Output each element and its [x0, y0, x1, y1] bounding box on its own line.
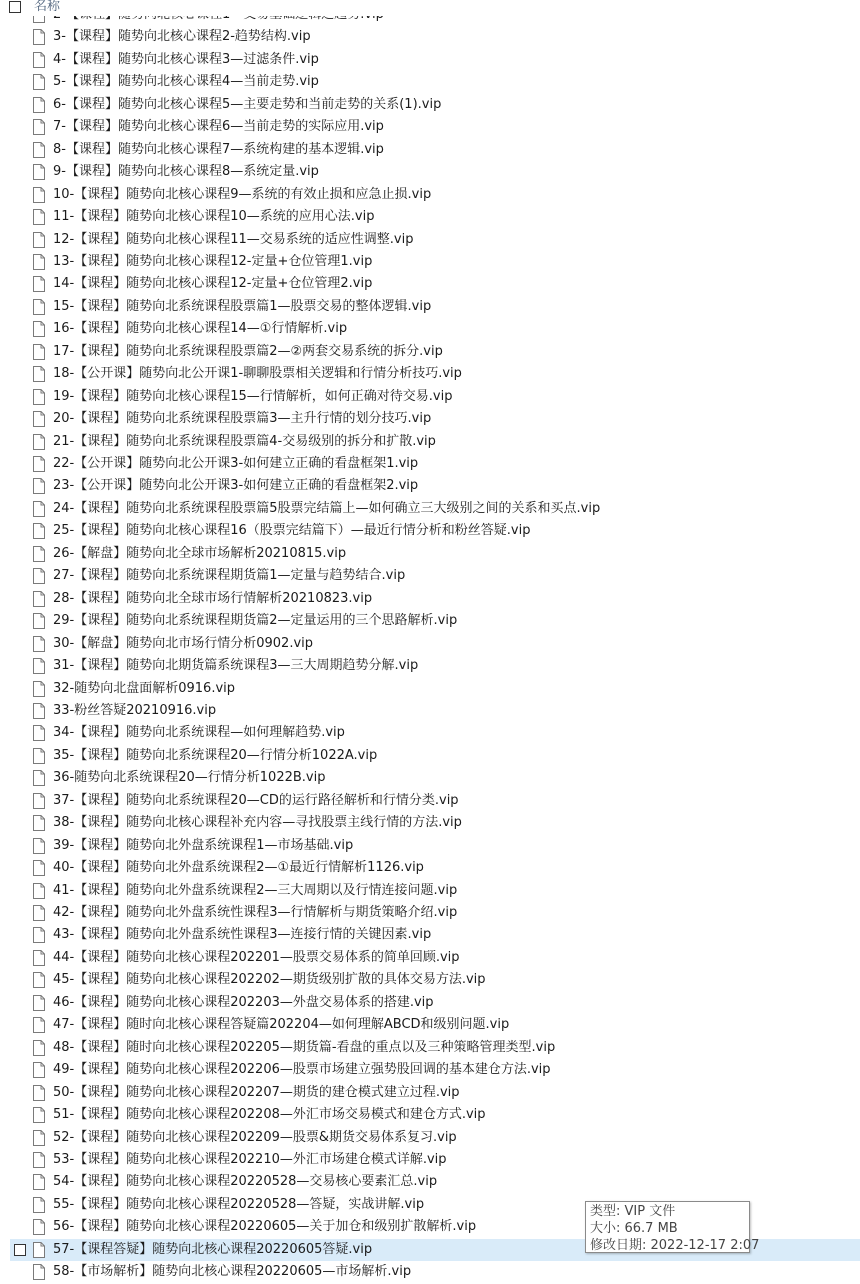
file-name: 3-【课程】随势向北核心课程2-趋势结构.vip: [53, 29, 311, 45]
file-icon: [33, 299, 45, 315]
file-row[interactable]: [0, 94, 860, 116]
file-row[interactable]: [0, 1059, 860, 1081]
file-name: 7-【课程】随势向北核心课程6—当前走势的实际应用.vip: [53, 119, 384, 135]
file-name: 49-【课程】随势向北核心课程202206—股票市场建立强势股回调的基本建仓方法.vip: [53, 1062, 551, 1078]
file-name: 19-【课程】随势向北核心课程15—行情解析，如何正确对待交易.vip: [53, 388, 453, 404]
file-row[interactable]: [0, 229, 860, 251]
file-icon: [33, 321, 45, 337]
file-icon: [33, 456, 45, 472]
file-icon: [33, 905, 45, 921]
file-name: 28-【课程】随势向北全球市场行情解析20210823.vip: [53, 590, 373, 606]
file-row[interactable]: [0, 1082, 860, 1104]
file-row[interactable]: [0, 318, 860, 340]
file-icon: [33, 972, 45, 988]
file-name: 54-【课程】随势向北核心课程20220528—交易核心要素汇总.vip: [53, 1174, 438, 1190]
file-name: 48-【课程】随时向北核心课程202205—期货篇-看盘的重点以及三种策略管理类型.vip: [53, 1039, 556, 1055]
file-icon: [33, 770, 45, 786]
file-row[interactable]: [0, 678, 860, 700]
file-name: 23-【公开课】随势向北公开课3-如何建立正确的看盘框架2.vip: [53, 478, 419, 494]
file-icon: [33, 523, 45, 539]
file-row[interactable]: [0, 1171, 860, 1193]
file-name: 11-【课程】随势向北核心课程10—系统的应用心法.vip: [53, 209, 375, 225]
file-name: 50-【课程】随势向北核心课程202207—期货的建仓模式建立过程.vip: [53, 1084, 460, 1100]
file-row[interactable]: [0, 341, 860, 363]
file-row[interactable]: [0, 296, 860, 318]
file-icon: [33, 1174, 45, 1190]
file-row[interactable]: [0, 408, 860, 430]
file-row[interactable]: [0, 1261, 860, 1283]
file-row[interactable]: [0, 543, 860, 565]
file-row[interactable]: [0, 251, 860, 273]
file-row[interactable]: [0, 857, 860, 879]
file-row[interactable]: [0, 453, 860, 475]
file-name: 6-【课程】随势向北核心课程5—主要走势和当前走势的关系(1).vip: [53, 96, 442, 112]
file-row[interactable]: [0, 1014, 860, 1036]
file-name: 8-【课程】随势向北核心课程7—系统构建的基本逻辑.vip: [53, 141, 384, 157]
file-row[interactable]: [0, 1037, 860, 1059]
file-row[interactable]: [0, 139, 860, 161]
file-icon: [33, 478, 45, 494]
file-row[interactable]: [0, 363, 860, 385]
file-icon: [33, 187, 45, 203]
file-icon: [33, 1017, 45, 1033]
file-row[interactable]: [0, 565, 860, 587]
file-icon: [33, 74, 45, 90]
file-row[interactable]: [0, 71, 860, 93]
file-name: 29-【课程】随势向北系统课程期货篇2—定量运用的三个思路解析.vip: [53, 613, 458, 629]
file-name: 44-【课程】随势向北核心课程202201—股票交易体系的简单回顾.vip: [53, 949, 460, 965]
file-name: 27-【课程】随势向北系统课程期货篇1—定量与趋势结合.vip: [53, 568, 406, 584]
file-name: 58-【市场解析】随势向北核心课程20220605—市场解析.vip: [53, 1264, 412, 1280]
file-row[interactable]: [0, 835, 860, 857]
file-name: 45-【课程】随势向北核心课程202202—期货级别扩散的具体交易方法.vip: [53, 972, 486, 988]
file-icon: [33, 568, 45, 584]
file-icon: [33, 838, 45, 854]
file-name: 22-【公开课】随势向北公开课3-如何建立正确的看盘框架1.vip: [53, 456, 419, 471]
row-checkbox[interactable]: [14, 1244, 26, 1256]
file-row[interactable]: [0, 116, 860, 138]
file-icon: [33, 52, 45, 68]
file-icon: [33, 1152, 45, 1168]
file-icon: [33, 1130, 45, 1146]
file-name: 17-【课程】随势向北系统课程股票篇2—②两套交易系统的拆分.vip: [53, 343, 443, 359]
file-row[interactable]: [0, 947, 860, 969]
file-icon: [33, 97, 45, 113]
file-name: 25-【课程】随势向北核心课程16（股票完结篇下）—最近行情分析和粉丝答疑.vip: [53, 523, 531, 539]
file-row[interactable]: [0, 924, 860, 946]
file-row[interactable]: [0, 206, 860, 228]
file-icon: [33, 344, 45, 360]
file-name: 30-【解盘】随势向北市场行情分析0902.vip: [53, 635, 314, 651]
column-header: [0, 0, 860, 16]
file-name: 53-【课程】随势向北核心课程202210—外汇市场建仓模式详解.vip: [53, 1151, 447, 1167]
file-icon: [33, 703, 45, 719]
file-icon: [33, 366, 45, 382]
file-row[interactable]: [0, 498, 860, 520]
file-icon: [33, 232, 45, 248]
file-icon: [33, 389, 45, 405]
file-name: 14-【课程】随势向北核心课程12-定量+仓位管理2.vip: [53, 276, 373, 292]
file-row[interactable]: [0, 588, 860, 610]
file-name: 57-【课程答疑】随势向北核心课程20220605答疑.vip: [53, 1241, 373, 1257]
tooltip-type: 类型: VIP 文件: [590, 1204, 676, 1219]
file-icon: [33, 681, 45, 697]
file-row[interactable]: [0, 655, 860, 677]
file-icon: [33, 434, 45, 450]
file-name: 4-【课程】随势向北核心课程3—过滤条件.vip: [53, 51, 319, 67]
tooltip-modified: 修改日期: 2022-12-17 2:07: [590, 1238, 760, 1253]
file-icon: [33, 254, 45, 270]
file-name: 13-【课程】随势向北核心课程12-定量+仓位管理1.vip: [53, 253, 373, 269]
file-name: 55-【课程】随势向北核心课程20220528—答疑，实战讲解.vip: [53, 1196, 425, 1212]
file-name: 37-【课程】随势向北系统课程20—CD的运行路径解析和行情分类.vip: [53, 792, 459, 808]
file-icon: [33, 209, 45, 225]
file-icon: [33, 501, 45, 517]
file-icon: [33, 164, 45, 180]
file-row[interactable]: [0, 992, 860, 1014]
file-icon: [33, 725, 45, 741]
file-row[interactable]: [0, 431, 860, 453]
file-row[interactable]: [0, 812, 860, 834]
file-icon: [33, 793, 45, 809]
file-row[interactable]: [0, 700, 860, 722]
file-row[interactable]: [0, 475, 860, 497]
file-icon: [33, 591, 45, 607]
file-row[interactable]: [0, 633, 860, 655]
tooltip-size: 大小: 66.7 MB: [590, 1221, 678, 1236]
file-icon: [33, 1040, 45, 1056]
file-row[interactable]: [0, 273, 860, 295]
file-icon: [33, 276, 45, 292]
file-name: 38-【课程】随势向北核心课程补充内容—寻找股票主线行情的方法.vip: [53, 815, 462, 831]
file-name: 36-随势向北系统课程20—行情分析1022B.vip: [53, 770, 326, 786]
file-name: 39-【课程】随势向北外盘系统课程1—市场基础.vip: [53, 837, 354, 853]
file-icon: [33, 1107, 45, 1123]
file-icon: [33, 1062, 45, 1078]
file-name: 31-【课程】随势向北期货篇系统课程3—三大周期趋势分解.vip: [53, 658, 419, 674]
file-icon: [33, 613, 45, 629]
file-name: 21-【课程】随势向北系统课程股票篇4-交易级别的拆分和扩散.vip: [53, 433, 436, 449]
file-icon: [33, 119, 45, 135]
select-all-checkbox[interactable]: [9, 1, 21, 13]
file-icon: [33, 636, 45, 652]
file-icon: [33, 411, 45, 427]
file-name: 56-【课程】随势向北核心课程20220605—关于加仓和级别扩散解析.vip: [53, 1219, 477, 1235]
file-row[interactable]: [0, 1127, 860, 1149]
file-name: 32-随势向北盘面解析0916.vip: [53, 680, 236, 696]
file-icon: [33, 927, 45, 943]
file-row[interactable]: [0, 745, 860, 767]
file-row[interactable]: [0, 1104, 860, 1126]
file-name: 43-【课程】随势向北外盘系统性课程3—连接行情的关键因素.vip: [53, 927, 432, 943]
name-column-header[interactable]: 名称: [34, 0, 61, 14]
file-row[interactable]: [0, 520, 860, 542]
file-icon: [33, 748, 45, 764]
file-icon: [33, 546, 45, 562]
file-name: 52-【课程】随势向北核心课程202209—股票&期货交易体系复习.vip: [53, 1129, 457, 1145]
file-row[interactable]: [0, 184, 860, 206]
file-icon: [33, 1242, 45, 1258]
file-icon: [33, 1264, 45, 1280]
file-row[interactable]: [0, 161, 860, 183]
file-row[interactable]: [0, 1149, 860, 1171]
file-icon: [33, 860, 45, 876]
file-name: 24-【课程】随势向北系统课程股票篇5股票完结篇上—如何确立三大级别之间的关系和买点.vip: [53, 500, 601, 516]
file-name: 10-【课程】随势向北核心课程9—系统的有效止损和应急止损.vip: [53, 186, 432, 202]
file-row[interactable]: [0, 26, 860, 48]
file-name: 47-【课程】随时向北核心课程答疑篇202204—如何理解ABCD和级别问题.vip: [53, 1017, 510, 1033]
file-row[interactable]: [0, 610, 860, 632]
file-icon: [33, 142, 45, 158]
file-name: 15-【课程】随势向北系统课程股票篇1—股票交易的整体逻辑.vip: [53, 298, 432, 314]
file-icon: [33, 29, 45, 45]
file-icon: [33, 658, 45, 674]
file-icon: [33, 995, 45, 1011]
file-name: 20-【课程】随势向北系统课程股票篇3—主升行情的划分技巧.vip: [53, 411, 432, 427]
file-icon: [33, 815, 45, 831]
file-name: 16-【课程】随势向北核心课程14—①行情解析.vip: [53, 321, 348, 337]
file-row[interactable]: [0, 767, 860, 789]
file-name: 9-【课程】随势向北核心课程8—系统定量.vip: [53, 164, 319, 180]
file-row[interactable]: [0, 49, 860, 71]
file-row[interactable]: [0, 902, 860, 924]
file-name: 12-【课程】随势向北核心课程11—交易系统的适应性调整.vip: [53, 231, 414, 247]
file-icon: [33, 1219, 45, 1235]
file-icon: [33, 1197, 45, 1213]
file-name: 26-【解盘】随势向北全球市场解析20210815.vip: [53, 545, 347, 561]
file-row[interactable]: [0, 722, 860, 744]
file-name: 42-【课程】随势向北外盘系统性课程3—行情解析与期货策略介绍.vip: [53, 905, 458, 920]
file-info-tooltip: [585, 1201, 760, 1253]
file-name: 33-粉丝答疑20210916.vip: [53, 702, 217, 718]
file-name: 34-【课程】随势向北系统课程—如何理解趋势.vip: [53, 725, 345, 741]
file-name: 51-【课程】随势向北核心课程202208—外汇市场交易模式和建仓方式.vip: [53, 1107, 486, 1123]
file-name: 40-【课程】随势向北外盘系统课程2—①最近行情解析1126.vip: [53, 860, 424, 876]
file-name: 5-【课程】随势向北核心课程4—当前走势.vip: [53, 74, 319, 90]
file-icon: [33, 883, 45, 899]
file-row[interactable]: [0, 790, 860, 812]
file-name: 46-【课程】随势向北核心课程202203—外盘交易体系的搭建.vip: [53, 994, 434, 1010]
file-icon: [33, 950, 45, 966]
file-name: 18-【公开课】随势向北公开课1-聊聊股票相关逻辑和行情分析技巧.vip: [53, 366, 462, 382]
file-name: 41-【课程】随势向北外盘系统课程2—三大周期以及行情连接问题.vip: [53, 882, 458, 898]
file-row[interactable]: [0, 880, 860, 902]
file-row[interactable]: [0, 969, 860, 991]
file-row[interactable]: [0, 386, 860, 408]
file-icon: [33, 1085, 45, 1101]
file-name: 35-【课程】随势向北系统课程20—行情分析1022A.vip: [53, 747, 378, 763]
